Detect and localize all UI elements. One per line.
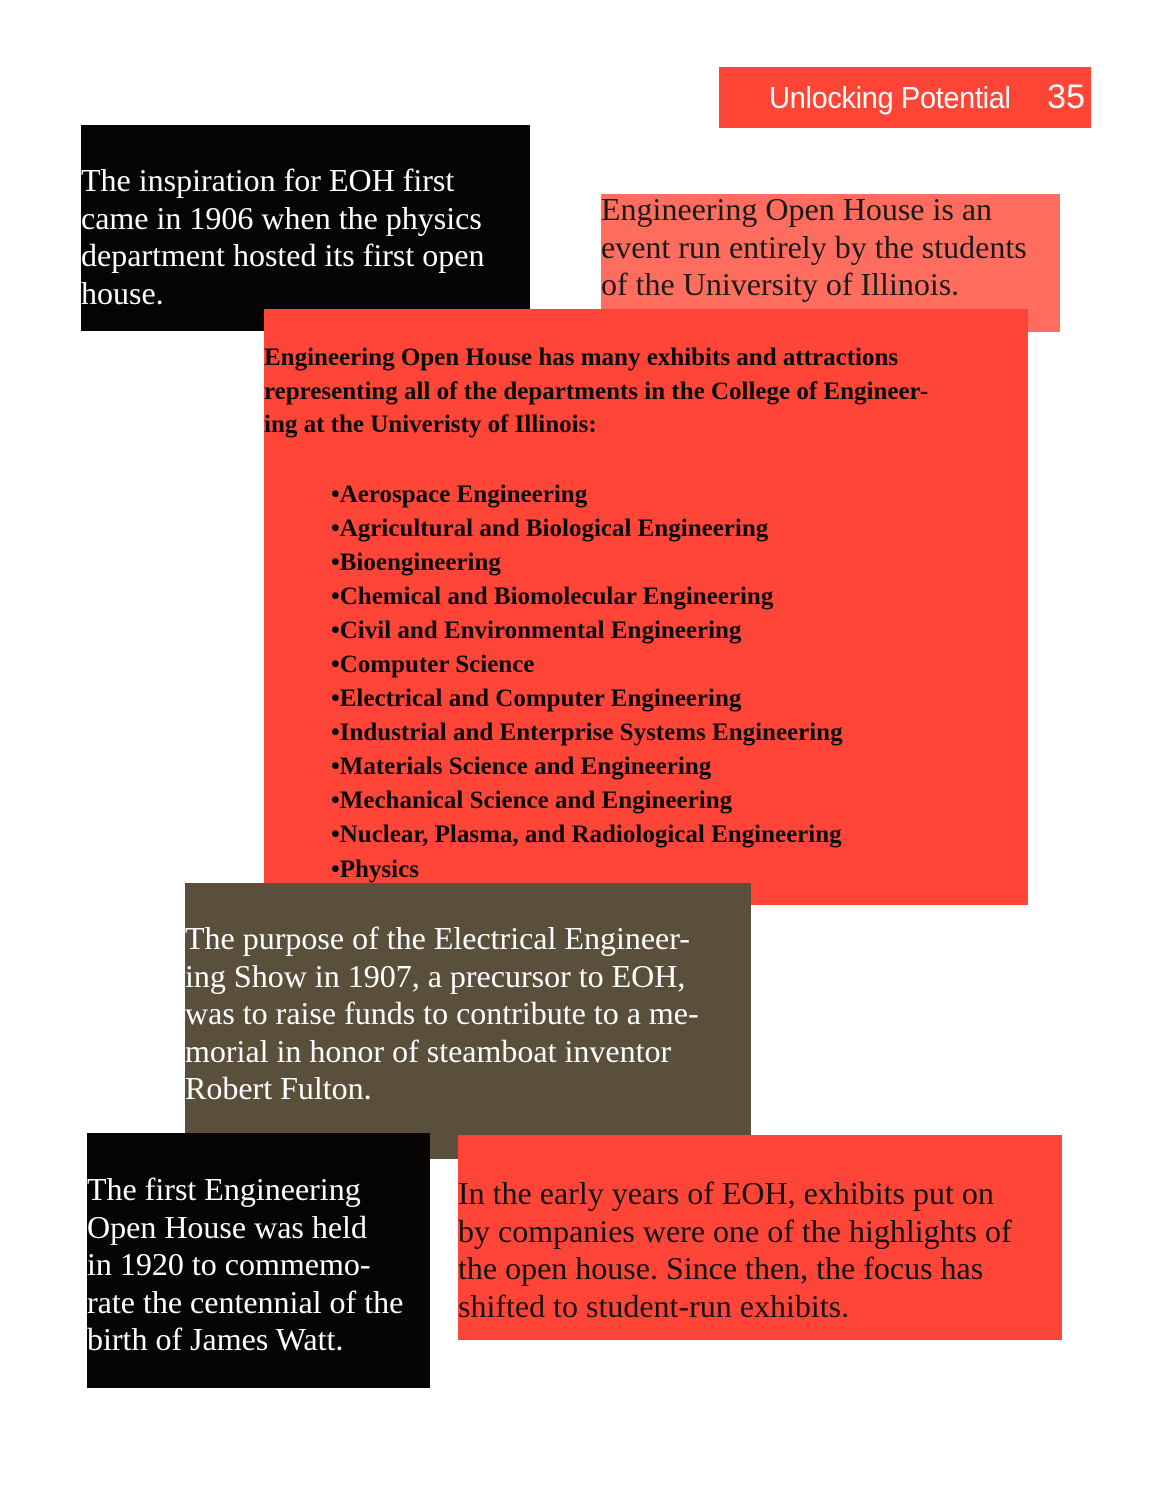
page-header (719, 67, 1091, 128)
list-item: •Aerospace Engineering (331, 480, 588, 508)
student-run-text: Engineering Open House is an event run entirely by the students of the University of Illinois. (601, 191, 1027, 302)
electrical-show-box (185, 883, 751, 1159)
eoh-inspiration-box (81, 125, 530, 331)
electrical-show-text: The purpose of the Electrical Engineer- ing Show in 1907, a precursor to EOH, was to raise funds to contribute to a me- morial in honor of steamboat inventor Robert Fulton. (185, 920, 699, 1106)
list-item: •Mechanical Science and Engineering (331, 787, 733, 815)
first-eoh-text: The first Engineering Open House was held in 1920 to commemo- rate the centennial of the birth of James Watt. (87, 1171, 404, 1357)
inspiration-text: The inspiration for EOH first came in 1906 when the physics department hosted its first open house. (81, 162, 485, 311)
departments-box (264, 309, 1028, 905)
list-item: •Materials Science and Engineering (331, 753, 712, 781)
early-years-box (458, 1135, 1062, 1340)
list-item: •Nuclear, Plasma, and Radiological Engineering (331, 821, 842, 849)
list-item: •Industrial and Enterprise Systems Engineering (331, 719, 843, 747)
section-title: Unlocking Potential (769, 79, 1012, 115)
departments-intro: Engineering Open House has many exhibits and attractions representing all of the departments in the College of Engineer- ing at the Univeristy of Illinois: (264, 344, 929, 438)
list-item: •Civil and Environmental Engineering (331, 616, 742, 644)
list-item: •Chemical and Biomolecular Engineering (331, 582, 774, 610)
list-item: •Agricultural and Biological Engineering (331, 514, 769, 542)
departments-list (331, 478, 1028, 887)
list-item: •Electrical and Computer Engineering (331, 685, 742, 713)
page-number: 35 (1047, 78, 1085, 116)
list-item: •Bioengineering (331, 548, 501, 576)
early-years-text: In the early years of EOH, exhibits put on by companies were one of the highlights of the open house. Since then, the focus has shifted to student-run exhibits. (458, 1175, 1012, 1324)
list-item: •Physics (331, 855, 419, 883)
list-item: •Computer Science (331, 650, 535, 678)
first-eoh-box (87, 1133, 430, 1388)
